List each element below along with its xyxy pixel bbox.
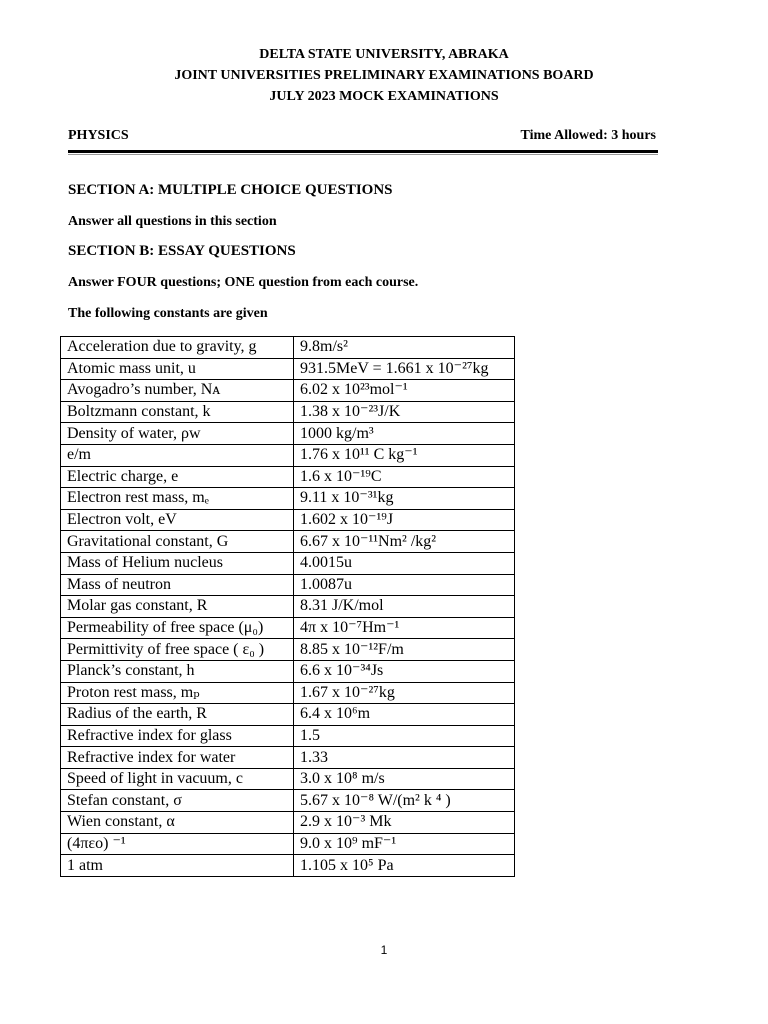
constant-name: Mass of Helium nucleus: [61, 552, 294, 574]
table-row: [61, 358, 515, 380]
table-row: [61, 682, 515, 704]
table-row: [61, 423, 515, 445]
constant-value: 1.105 x 10⁵ Pa: [294, 855, 515, 877]
subject-title: PHYSICS: [68, 128, 129, 143]
constant-name: Density of water, ρw: [61, 423, 294, 445]
table-row: [61, 509, 515, 531]
constant-name: Gravitational constant, G: [61, 531, 294, 553]
constant-name: Proton rest mass, mₚ: [61, 682, 294, 704]
constants-intro: The following constants are given: [68, 306, 268, 321]
constant-name: Electron volt, eV: [61, 509, 294, 531]
constant-name: Acceleration due to gravity, g: [61, 337, 294, 359]
table-row: [61, 531, 515, 553]
constant-name: Wien constant, α: [61, 812, 294, 834]
constant-value: 1000 kg/m³: [294, 423, 515, 445]
table-row: [61, 444, 515, 466]
constant-value: 5.67 x 10⁻⁸ W/(m² k ⁴ ): [294, 790, 515, 812]
constant-value: 4π x 10⁻⁷Hm⁻¹: [294, 617, 515, 639]
constant-value: 1.6 x 10⁻¹⁹C: [294, 466, 515, 488]
constant-name: Speed of light in vacuum, c: [61, 768, 294, 790]
constant-value: 8.31 J/K/mol: [294, 596, 515, 618]
constant-value: 4.0015u: [294, 552, 515, 574]
constant-name: Planck’s constant, h: [61, 660, 294, 682]
constant-value: 931.5MeV = 1.661 x 10⁻²⁷kg: [294, 358, 515, 380]
constant-name: Refractive index for water: [61, 747, 294, 769]
section-b-instruction: Answer FOUR questions; ONE question from each course.: [68, 275, 419, 290]
constant-value: 1.38 x 10⁻²³J/K: [294, 401, 515, 423]
document-header: [0, 44, 768, 107]
constants-table: [60, 336, 515, 877]
table-row: [61, 812, 515, 834]
subject-row: [68, 128, 656, 148]
constant-value: 1.0087u: [294, 574, 515, 596]
constant-name: Permeability of free space (μ₀): [61, 617, 294, 639]
constant-value: 1.5: [294, 725, 515, 747]
constant-name: Molar gas constant, R: [61, 596, 294, 618]
table-row: [61, 833, 515, 855]
table-row: [61, 704, 515, 726]
constant-value: 9.8m/s²: [294, 337, 515, 359]
constant-name: Avogadro’s number, Nᴀ: [61, 380, 294, 402]
constant-value: 1.602 x 10⁻¹⁹J: [294, 509, 515, 531]
table-row: [61, 596, 515, 618]
constant-name: Boltzmann constant, k: [61, 401, 294, 423]
constant-name: Mass of neutron: [61, 574, 294, 596]
constant-name: Radius of the earth, R: [61, 704, 294, 726]
section-a-title: SECTION A: MULTIPLE CHOICE QUESTIONS: [68, 182, 393, 198]
table-row: [61, 747, 515, 769]
section-b-title: SECTION B: ESSAY QUESTIONS: [68, 243, 296, 259]
table-row: [61, 552, 515, 574]
table-row: [61, 401, 515, 423]
constant-value: 6.02 x 10²³mol⁻¹: [294, 380, 515, 402]
constant-name: Permittivity of free space ( ε₀ ): [61, 639, 294, 661]
constant-value: 8.85 x 10⁻¹²F/m: [294, 639, 515, 661]
header-divider-shadow: [68, 154, 658, 155]
table-row: [61, 337, 515, 359]
university-name: DELTA STATE UNIVERSITY, ABRAKA: [259, 47, 509, 62]
constant-name: 1 atm: [61, 855, 294, 877]
constant-value: 6.4 x 10⁶m: [294, 704, 515, 726]
table-row: [61, 768, 515, 790]
constant-name: Stefan constant, σ: [61, 790, 294, 812]
constant-value: 3.0 x 10⁸ m/s: [294, 768, 515, 790]
constant-name: Atomic mass unit, u: [61, 358, 294, 380]
table-row: [61, 574, 515, 596]
board-name: JOINT UNIVERSITIES PRELIMINARY EXAMINATIONS BOARD: [174, 68, 594, 83]
constant-value: 9.11 x 10⁻³¹kg: [294, 488, 515, 510]
constant-value: 1.67 x 10⁻²⁷kg: [294, 682, 515, 704]
table-row: [61, 488, 515, 510]
constant-name: Refractive index for glass: [61, 725, 294, 747]
table-row: [61, 660, 515, 682]
constant-value: 9.0 x 10⁹ mF⁻¹: [294, 833, 515, 855]
constant-value: 1.33: [294, 747, 515, 769]
constant-value: 1.76 x 10¹¹ C kg⁻¹: [294, 444, 515, 466]
table-row: [61, 617, 515, 639]
time-allowed: Time Allowed: 3 hours: [520, 128, 656, 143]
constant-name: Electric charge, e: [61, 466, 294, 488]
section-a-instruction: Answer all questions in this section: [68, 214, 277, 229]
constant-value: 6.6 x 10⁻³⁴Js: [294, 660, 515, 682]
table-row: [61, 639, 515, 661]
constant-name: e/m: [61, 444, 294, 466]
table-row: [61, 790, 515, 812]
page-number: 1: [380, 943, 388, 957]
constant-name: (4πεo) ⁻¹: [61, 833, 294, 855]
constant-value: 2.9 x 10⁻³ Mk: [294, 812, 515, 834]
table-row: [61, 466, 515, 488]
exam-title: JULY 2023 MOCK EXAMINATIONS: [269, 89, 499, 104]
table-row: [61, 380, 515, 402]
table-row: [61, 855, 515, 877]
constant-value: 6.67 x 10⁻¹¹Nm² /kg²: [294, 531, 515, 553]
constant-name: Electron rest mass, mₑ: [61, 488, 294, 510]
header-divider: [68, 150, 658, 153]
table-row: [61, 725, 515, 747]
